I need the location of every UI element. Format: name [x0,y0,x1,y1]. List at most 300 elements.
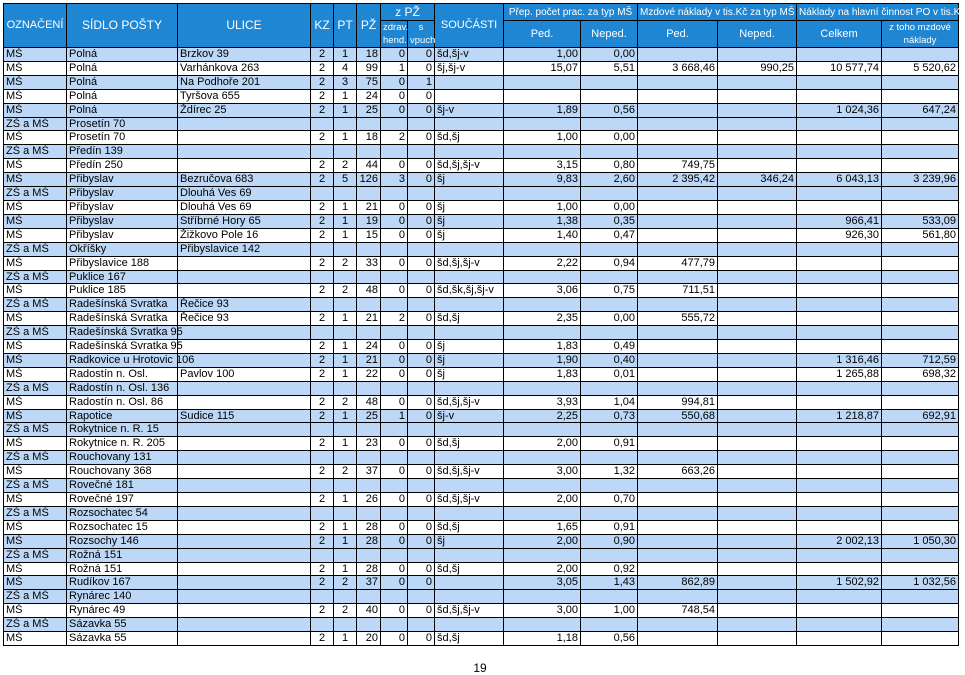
table-cell [178,131,311,145]
table-cell: MŠ [4,632,67,646]
table-cell [334,618,357,632]
table-cell: Sázavka 55 [67,618,178,632]
table-cell: 1 032,56 [882,576,959,590]
table-row [4,312,959,326]
table-cell: 1,90 [504,353,581,367]
table-cell: 3,00 [504,465,581,479]
table-cell: 1,00 [504,48,581,62]
table-cell: 0,90 [581,534,638,548]
table-cell: 1,18 [504,632,581,646]
table-cell [504,270,581,284]
table-cell: 3 239,96 [882,173,959,187]
table-cell [797,562,882,576]
table-cell: Puklice 167 [67,270,178,284]
table-cell: 0 [381,159,408,173]
table-cell: 2 [311,340,334,354]
table-row [4,242,959,256]
table-cell: Pavlov 100 [178,367,311,381]
table-cell [797,548,882,562]
table-cell [882,520,959,534]
table-cell: 0 [381,604,408,618]
table-cell [638,200,718,214]
table-cell: ZŠ a MŠ [4,117,67,131]
table-cell: 0 [408,534,435,548]
table-cell: 1 [334,562,357,576]
table-row [4,75,959,89]
table-cell [718,117,797,131]
table-cell: 18 [357,131,381,145]
table-cell: MŠ [4,353,67,367]
table-cell [311,618,334,632]
table-cell [718,200,797,214]
table-cell [581,451,638,465]
table-cell: 1 [334,367,357,381]
table-cell [311,298,334,312]
table-cell [638,103,718,117]
table-cell: Dlouhá Ves 69 [178,187,311,201]
table-cell [718,131,797,145]
table-cell: Polná [67,61,178,75]
table-cell: 0 [408,131,435,145]
table-cell [504,479,581,493]
table-cell: Polná [67,75,178,89]
table-cell [797,200,882,214]
table-cell [435,451,504,465]
table-cell: MŠ [4,437,67,451]
table-cell [581,242,638,256]
table-cell [178,562,311,576]
table-cell [718,353,797,367]
page-number: 19 [473,661,487,675]
table-cell [638,145,718,159]
table-cell: 0,00 [581,131,638,145]
table-cell: 0 [408,576,435,590]
table-cell [408,298,435,312]
table-cell [718,145,797,159]
table-cell [178,520,311,534]
table-cell: Polná [67,103,178,117]
table-cell [435,381,504,395]
table-cell [178,632,311,646]
table-cell: Rozsochatec 54 [67,506,178,520]
table-cell [638,75,718,89]
table-cell: MŠ [4,465,67,479]
table-cell [718,548,797,562]
table-cell [381,270,408,284]
table-cell [638,590,718,604]
table-cell: Tyršova 655 [178,89,311,103]
table-row [4,284,959,298]
table-cell: 2 [334,604,357,618]
table-cell [334,590,357,604]
table-cell [882,479,959,493]
table-cell: 0,00 [581,48,638,62]
table-cell: 0 [408,493,435,507]
table-cell: Přibyslav [67,228,178,242]
table-cell: ZŠ a MŠ [4,242,67,256]
table-cell: Rouchovany 131 [67,451,178,465]
col-naklady-hlavni: Náklady na hlavní činnost PO v tis.Kč [797,4,959,21]
col-z-pz: z PŽ [381,4,435,21]
table-cell: 2 [311,367,334,381]
table-cell [797,465,882,479]
table-cell [178,423,311,437]
table-cell: šj [435,340,504,354]
table-cell: 0 [408,520,435,534]
table-cell [408,618,435,632]
table-cell: 550,68 [638,409,718,423]
table-cell: šj [435,200,504,214]
table-cell [718,395,797,409]
table-cell: 15 [357,228,381,242]
table-cell: 0 [408,214,435,228]
table-cell: 0 [381,89,408,103]
table-cell [718,451,797,465]
table-cell [311,479,334,493]
table-cell [357,479,381,493]
table-cell: 0,35 [581,214,638,228]
table-cell: Rapotice [67,409,178,423]
table-cell [718,298,797,312]
table-cell: 990,25 [718,61,797,75]
table-cell: Rynárec 140 [67,590,178,604]
table-cell: 0 [408,228,435,242]
table-cell [718,75,797,89]
table-cell [718,256,797,270]
table-row [4,618,959,632]
table-cell [638,506,718,520]
table-cell: 0 [381,493,408,507]
table-cell [178,506,311,520]
table-cell [435,590,504,604]
table-cell [882,270,959,284]
table-cell [882,590,959,604]
table-row [4,423,959,437]
table-cell [581,381,638,395]
table-cell [381,590,408,604]
table-cell [718,242,797,256]
table-cell: 0,56 [581,103,638,117]
table-cell [797,256,882,270]
table-cell: Rozsochatec 15 [67,520,178,534]
table-cell: 0 [381,562,408,576]
table-cell [581,187,638,201]
table-cell [882,437,959,451]
table-cell [178,479,311,493]
table-cell: 10 577,74 [797,61,882,75]
table-cell: 1 [381,409,408,423]
table-row [4,506,959,520]
table-cell [882,187,959,201]
table-cell [882,465,959,479]
table-cell: 2 [311,409,334,423]
table-cell: 0 [408,312,435,326]
table-cell [797,326,882,340]
table-cell: 37 [357,576,381,590]
table-cell: Rokytnice n. R. 15 [67,423,178,437]
table-cell [638,353,718,367]
table-row [4,520,959,534]
table-cell [178,437,311,451]
table-cell [334,326,357,340]
table-cell [178,604,311,618]
table-cell [178,618,311,632]
table-cell: Puklice 185 [67,284,178,298]
table-cell [797,506,882,520]
table-cell [178,381,311,395]
table-row [4,548,959,562]
table-cell [797,89,882,103]
table-cell [435,479,504,493]
table-cell [504,506,581,520]
table-cell: 2 [311,353,334,367]
table-cell: 21 [357,353,381,367]
table-cell: šd,šj-v [435,48,504,62]
table-cell: 2 [311,520,334,534]
table-cell [638,242,718,256]
table-row [4,131,959,145]
table-cell: 0 [381,228,408,242]
table-cell: 25 [357,409,381,423]
table-cell [718,465,797,479]
table-cell [797,604,882,618]
table-cell: 0 [408,632,435,646]
table-cell: 0 [381,340,408,354]
table-cell [311,423,334,437]
table-cell [311,187,334,201]
table-cell: šd,šj [435,437,504,451]
table-row [4,48,959,62]
table-row [4,562,959,576]
table-cell [581,75,638,89]
col-oznaceni: OZNAČENÍ [4,4,67,48]
table-cell: 1 [334,200,357,214]
col-neped-2: Neped. [718,21,797,48]
table-cell [435,618,504,632]
table-cell: Radkovice u Hrotovic 106 [67,353,178,367]
table-cell: 0 [408,173,435,187]
table-cell [435,270,504,284]
table-cell [638,618,718,632]
table-cell: 0 [381,395,408,409]
table-cell: 2 [311,200,334,214]
table-cell: 2,00 [504,437,581,451]
table-cell: Prosetín 70 [67,131,178,145]
table-cell: Rynárec 49 [67,604,178,618]
table-cell: šd,šj [435,632,504,646]
table-cell [718,493,797,507]
table-cell [408,145,435,159]
table-cell [357,506,381,520]
table-row [4,409,959,423]
table-cell: 2 [334,395,357,409]
table-cell [357,145,381,159]
table-cell [638,89,718,103]
table-cell: MŠ [4,576,67,590]
col-mzdove-naklady: Mzdové náklady v tis.Kč za typ MŠ [638,4,797,21]
table-cell: Rovečné 181 [67,479,178,493]
table-cell [311,590,334,604]
table-cell: 0 [381,534,408,548]
table-cell [797,312,882,326]
table-cell [334,479,357,493]
table-cell: 0 [408,437,435,451]
table-cell: šj [435,534,504,548]
table-row [4,117,959,131]
table-cell: 0,70 [581,493,638,507]
table-cell [718,604,797,618]
table-cell [797,75,882,89]
table-cell [504,117,581,131]
table-cell [408,423,435,437]
table-cell [504,423,581,437]
col-zdrav-hend: zdrav. hend. [381,21,408,48]
table-cell: 1 [334,228,357,242]
table-cell [178,576,311,590]
table-cell: 2 [311,256,334,270]
table-cell: ZŠ a MŠ [4,145,67,159]
table-cell: šd,šj,šj-v [435,159,504,173]
table-cell: Radešínská Svratka 95 [67,326,178,340]
table-cell: 533,09 [882,214,959,228]
table-cell: ZŠ a MŠ [4,423,67,437]
table-cell: ZŠ a MŠ [4,590,67,604]
table-cell: Sázavka 55 [67,632,178,646]
table-cell [882,451,959,465]
table-cell: 4 [334,61,357,75]
table-cell: MŠ [4,89,67,103]
table-cell [357,548,381,562]
table-cell [357,423,381,437]
table-cell [882,312,959,326]
table-cell [504,145,581,159]
table-cell [311,117,334,131]
table-cell: šd,šj [435,312,504,326]
table-cell: 2 [334,159,357,173]
table-cell [435,423,504,437]
table-cell [357,381,381,395]
table-row [4,173,959,187]
table-cell [882,242,959,256]
table-cell: 25 [357,103,381,117]
table-cell: 2 [311,534,334,548]
table-cell: 2 002,13 [797,534,882,548]
table-cell: 99 [357,61,381,75]
table-cell: 2 [381,131,408,145]
table-cell: 75 [357,75,381,89]
table-cell: 2,60 [581,173,638,187]
table-cell: Rudíkov 167 [67,576,178,590]
table-cell [797,159,882,173]
table-cell [408,590,435,604]
table-cell: 0 [381,353,408,367]
table-cell [718,326,797,340]
table-cell: 24 [357,89,381,103]
table-cell: Varhánkova 263 [178,61,311,75]
table-cell [178,340,311,354]
table-cell: šd,šj [435,520,504,534]
table-cell: 22 [357,367,381,381]
table-cell [311,381,334,395]
table-cell: 0,94 [581,256,638,270]
table-cell [334,381,357,395]
table-cell [718,423,797,437]
table-row [4,479,959,493]
table-row [4,367,959,381]
table-cell: MŠ [4,534,67,548]
table-cell: Dlouhá Ves 69 [178,200,311,214]
table-cell: 0 [381,437,408,451]
table-cell [504,298,581,312]
table-cell [718,590,797,604]
table-cell: MŠ [4,312,67,326]
table-cell [797,590,882,604]
table-cell [638,451,718,465]
table-cell: MŠ [4,562,67,576]
col-ped-1: Ped. [504,21,581,48]
table-cell [638,381,718,395]
table-cell: 663,26 [638,465,718,479]
table-cell [638,632,718,646]
table-cell: 3,00 [504,604,581,618]
table-cell: 0,91 [581,437,638,451]
table-cell: Řečice 93 [178,298,311,312]
table-cell: Brzkov 39 [178,48,311,62]
table-cell: 2 [311,312,334,326]
table-cell [581,326,638,340]
table-cell [797,145,882,159]
table-cell: 1 [334,353,357,367]
table-cell: 2 [311,395,334,409]
table-cell [408,451,435,465]
table-cell [882,562,959,576]
table-cell: MŠ [4,75,67,89]
table-cell: šd,šj [435,562,504,576]
table-cell: 2 [311,465,334,479]
table-cell: 0,49 [581,340,638,354]
table-cell: 2 [334,256,357,270]
table-cell [435,506,504,520]
table-cell: MŠ [4,604,67,618]
table-cell [178,284,311,298]
table-cell [504,89,581,103]
table-cell [178,326,311,340]
table-cell: 2 [311,437,334,451]
table-cell [882,256,959,270]
table-cell: 1,83 [504,340,581,354]
table-cell: 1 [334,534,357,548]
table-cell: šd,šj,šj-v [435,465,504,479]
table-cell [408,479,435,493]
table-row [4,353,959,367]
table-cell [408,548,435,562]
table-cell: Rožná 151 [67,562,178,576]
table-cell: 3,15 [504,159,581,173]
table-cell [178,159,311,173]
table-row [4,576,959,590]
table-cell: 1 [334,131,357,145]
table-cell [178,256,311,270]
table-cell: 0 [408,353,435,367]
table-cell [334,117,357,131]
table-cell [882,326,959,340]
table-cell: 3,93 [504,395,581,409]
table-cell [504,242,581,256]
table-cell [638,228,718,242]
table-cell: 0 [408,89,435,103]
table-cell: 0 [408,284,435,298]
table-cell: MŠ [4,409,67,423]
